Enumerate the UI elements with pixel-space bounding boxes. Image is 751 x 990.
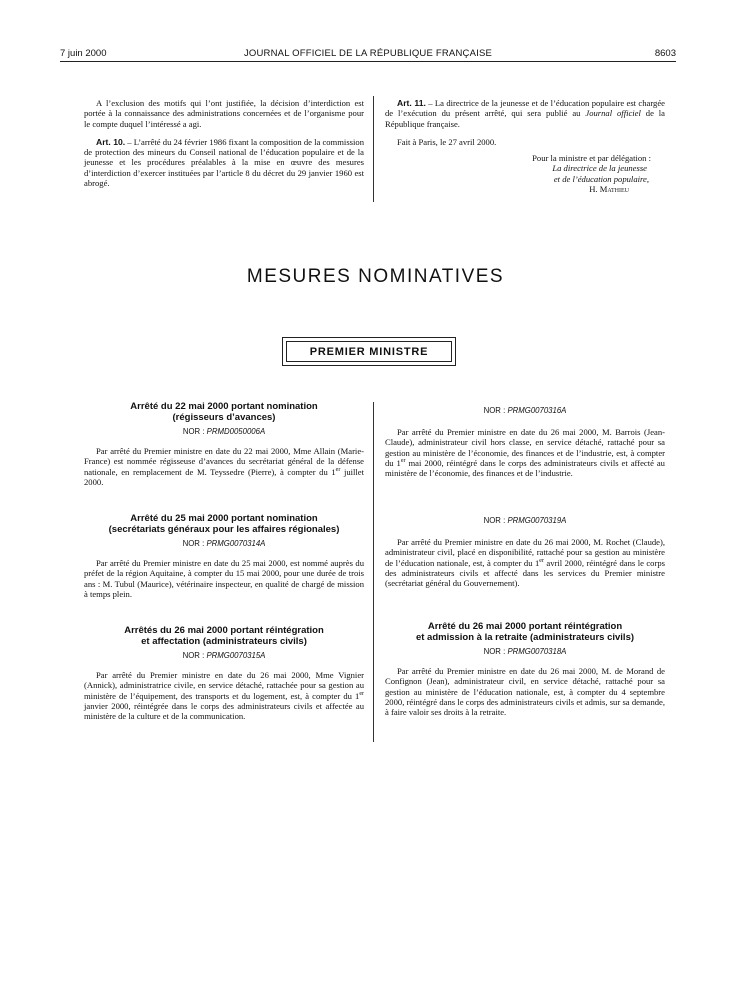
left-block-2-title-line1: Arrêté du 25 mai 2000 portant nomination [130,513,318,524]
nor-code: PRMD0050006A [206,427,266,436]
exclusion-paragraph: A l’exclusion des motifs qui l’ont justifiée, la décision d’interdiction est portée à la connaissance des administrations concernées et de l’organisme pour le compte duquel l’intéressé a agi. [84,98,364,129]
signature-block [385,153,665,194]
left-block-3-nor [84,651,364,660]
page-number: 8603 [654,48,676,59]
left-block-1-text-b: juillet 2000. [84,466,364,487]
right-block-3-nor [385,647,665,656]
left-block-2 [84,514,364,599]
nor-label: NOR : [182,539,207,548]
right-block-3-title-line1: Arrêté du 26 mai 2000 portant réintégration [427,621,623,632]
left-block-1 [84,402,364,487]
article-11-text-a: – La directrice de la jeunesse et de l’éducation populaire est chargée de l’exécution du présent arrêté, qui sera publié au [385,98,665,119]
right-block-1-nor [385,406,665,415]
left-block-1-text-a: Par arrêté du Premier ministre en date du 22 mai 2000, Mme Allain (Marie-France) est nommée régisseuse d’avances du secrétariat général de la défense nationale, en remplacement de M. Teyssedre (Pierre), à compter du 1 [84,446,364,477]
superscript: er [359,690,364,697]
top-column-divider [373,96,374,202]
left-block-1-title [84,402,364,423]
right-block-2-text [385,537,665,588]
left-block-1-title-line1: Arrêté du 22 mai 2000 portant nomination [130,401,318,412]
right-block-1-text [385,427,665,478]
left-block-2-text: Par arrêté du Premier ministre en date du 25 mai 2000, est nommé auprès du préfet de la région Aquitaine, à compter du 15 mai 2000, pour une durée de trois ans : M. Tubul (Maurice), vétérinaire inspecteur, en qualité de chargé de mission à temps plein. [84,558,364,599]
left-block-3-title-line2: et affectation (administrateurs civils) [141,635,307,647]
nor-code: PRMG0070318A [507,647,567,656]
lower-column-divider [373,402,374,742]
right-block-2 [385,512,665,588]
header-rule [60,61,676,62]
left-block-2-title-line2: (secrétariats généraux pour les affaires régionales) [108,523,340,535]
superscript: er [400,458,406,465]
article-10 [84,137,364,188]
journal-officiel-italic: Journal officiel [585,108,641,119]
left-block-3-text-a: Par arrêté du Premier ministre en date du 26 mai 2000, Mme Vignier (Annick), administratrice civile, en service détaché, rattachée pour sa gestion au ministère de l’équipement, des transports et du logement, est, à compter du 1 [84,670,364,701]
header-date: 7 juin 2000 [60,48,107,59]
page-header [60,48,676,62]
left-block-1-text [84,446,364,487]
superscript: er [335,466,341,473]
nor-code: PRMG0070314A [206,539,266,548]
left-block-3-text [84,670,364,721]
left-block-3-title-line1: Arrêtés du 26 mai 2000 portant réintégration [124,625,324,636]
right-block-3-title-line2: et admission à la retraite (administrateurs civils) [415,631,635,643]
right-block-1-text-b: mai 2000, réintégré dans le corps des administrateurs civils et affecté au ministère de l’économie, des finances et de l’industrie. [385,457,665,479]
right-block-2-text-a: Par arrêté du Premier ministre en date du 26 mai 2000, M. Rochet (Claude), administrateur civil, placé en disponibilité, rattaché pour sa gestion au ministère de l’éducation nationale, est, à compter du 1 [385,537,665,568]
nor-label: NOR : [182,651,207,660]
left-block-3 [84,626,364,721]
journal-title: JOURNAL OFFICIEL DE LA RÉPUBLIQUE FRANÇAISE [243,48,493,59]
signature-line-1: Pour la ministre et par délégation : [532,153,651,164]
nor-code: PRMG0070316A [507,406,567,415]
article-11-text-b: de la République française. [385,108,665,129]
article-11-label: Art. 11. [397,98,426,108]
right-block-3 [385,622,665,717]
fait-a-paris: Fait à Paris, le 27 avril 2000. [397,136,497,147]
left-block-2-title [84,514,364,535]
right-block-1-text-a: Par arrêté du Premier ministre en date du 26 mai 2000, M. Barrois (Jean-Claude), administrateur civil hors classe, en service détaché, rattaché pour sa gestion au ministère de l’économie, des finances et de l’industrie, est, à compter du 1 [385,427,665,468]
left-block-1-title-line2: (régisseurs d’avances) [172,411,276,423]
top-left-column [84,98,364,196]
section-box [282,337,456,366]
left-block-3-text-b: janvier 2000, réintégrée dans le corps des administrateurs civils et affectée au ministère de la culture et de la communication. [84,700,364,722]
left-block-1-nor [84,427,364,436]
right-block-3-title [385,622,665,643]
left-block-3-title [84,626,364,647]
nor-code: PRMG0070315A [206,651,266,660]
right-block-3-text: Par arrêté du Premier ministre en date du 26 mai 2000, M. de Morand de Confignon (Jean), administrateur civil, en service détaché, rattaché pour sa gestion au ministère de l’éducation nationale, est, à compter du 4 septembre 2000, réintégré dans le corps des administrateurs civils et admis, sur sa demande, à faire valoir ses droits à la retraite. [385,666,665,718]
right-block-2-nor [385,516,665,525]
article-11 [385,98,665,129]
superscript: er [539,557,544,564]
left-block-2-nor [84,539,364,548]
nor-code: PRMG0070319A [507,516,567,525]
nor-label: NOR : [483,647,508,656]
article-10-label: Art. 10. [96,136,126,147]
nor-label: NOR : [483,406,508,415]
nor-label: NOR : [182,427,207,436]
signature-name: H. Mathieu [589,184,629,195]
signature-line-3: et de l’éducation populaire, [553,173,649,184]
signature-line-2: La directrice de la jeunesse [552,163,647,174]
section-box-label: PREMIER MINISTRE [286,341,452,362]
right-block-1 [385,402,665,478]
top-right-column [385,98,665,194]
article-10-text: – L’arrêté du 24 février 1986 fixant la composition de la commission de protection des mineurs du Conseil national de l’éducation populaire et de la jeunesse et les procédures préalables à la mise en œuvre des mesures d’interdiction d’exercer instituées par l’article 8 du décret du 29 janvier 1960 est abrogé. [84,136,364,189]
right-block-2-text-b: avril 2000, réintégré dans le corps des administrateurs civils et affecté dans les services du Premier ministre (secrétariat général du Gouvernement). [385,557,665,589]
nor-label: NOR : [483,516,508,525]
main-title: MESURES NOMINATIVES [246,266,505,287]
